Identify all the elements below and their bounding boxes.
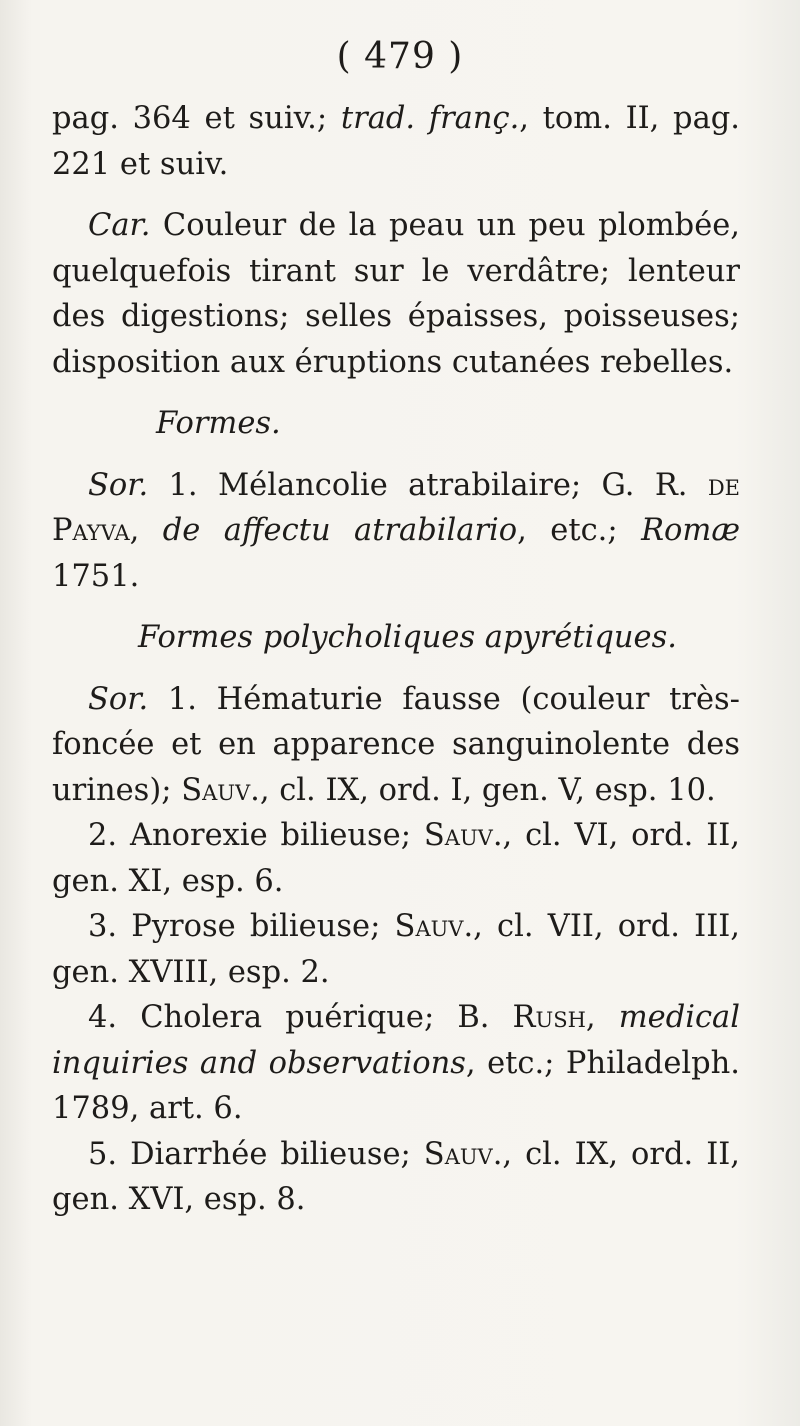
item2-text: 2. Anorexie bilieuse; (88, 818, 424, 853)
sor1-etc: , etc.; (517, 513, 642, 548)
heading-formes: Formes. (156, 406, 281, 441)
sor1-author: de Payva (52, 467, 740, 548)
sor-label: Sor. (88, 681, 149, 717)
item5-author: Sauv. (423, 1136, 503, 1172)
item5-text: 5. Diarrhée bilieuse; (88, 1136, 424, 1172)
item3-ref: , cl. VII, ord. III, gen. XVIII, esp. 2. (52, 909, 740, 990)
item4-title: medical inquiries and observations (52, 1000, 740, 1081)
paragraph-characteristics (52, 203, 740, 385)
car-text: Couleur de la peau un peu plombée, quelquefois tirant sur le verdâtre; lenteur des digestions; selles épaisses, poisseuses; disposition aux éruptions cutanées rebelles. (52, 208, 740, 380)
list-item-pyrose (52, 904, 740, 995)
sor1-sep: , (129, 513, 163, 548)
reference-text: pag. 364 et suiv.; (52, 101, 341, 136)
item2-author: Sauv. (423, 818, 503, 853)
sor1-place: Romæ (641, 513, 740, 548)
item3-author: Sauv. (394, 909, 474, 944)
item2-ref: , cl. VI, ord. II, gen. XI, esp. 6. (52, 818, 741, 899)
reference-italic: trad. franç. (340, 101, 520, 136)
sor1-text: 1. Mélancolie atrabilaire; G. R. (148, 467, 708, 503)
sor2-author: Sauv. (181, 772, 260, 808)
heading-formes-polycholiques: Formes polycholiques apyrétiques. (138, 620, 677, 655)
paragraph-reference-continuation (52, 96, 740, 187)
sor-label: Sor. (88, 467, 149, 503)
sor2-text: 1. Hématurie fausse (couleur très-foncée et en apparence sanguinolente des urines); (52, 681, 740, 808)
paragraph-sorte-melancolie (52, 463, 740, 600)
sor1-title: de affectu atrabilario (162, 513, 518, 548)
sor1-year: 1751. (52, 558, 140, 594)
item4-author: Rush (512, 1000, 586, 1035)
reference-text-end: , tom. II, pag. 221 et suiv. (52, 101, 740, 182)
item4-sep: , (585, 1000, 619, 1035)
list-item-cholera (52, 995, 740, 1132)
item5-ref: , cl. IX, ord. II, gen. XVI, esp. 8. (52, 1136, 740, 1217)
paragraph-sorte-hematurie (52, 677, 740, 814)
sor2-ref: , cl. IX, ord. I, gen. V, esp. 10. (259, 772, 716, 808)
item4-text: 4. Cholera puérique; B. (88, 1000, 513, 1035)
page-body (52, 96, 740, 1223)
item3-text: 3. Pyrose bilieuse; (88, 909, 395, 944)
list-item-anorexie (52, 813, 740, 904)
item4-ref: , etc.; Philadelph. 1789, art. 6. (52, 1045, 740, 1126)
list-item-diarrhee (52, 1132, 740, 1223)
page-number: ( 479 ) (336, 36, 464, 77)
car-label: Car. (88, 208, 151, 243)
